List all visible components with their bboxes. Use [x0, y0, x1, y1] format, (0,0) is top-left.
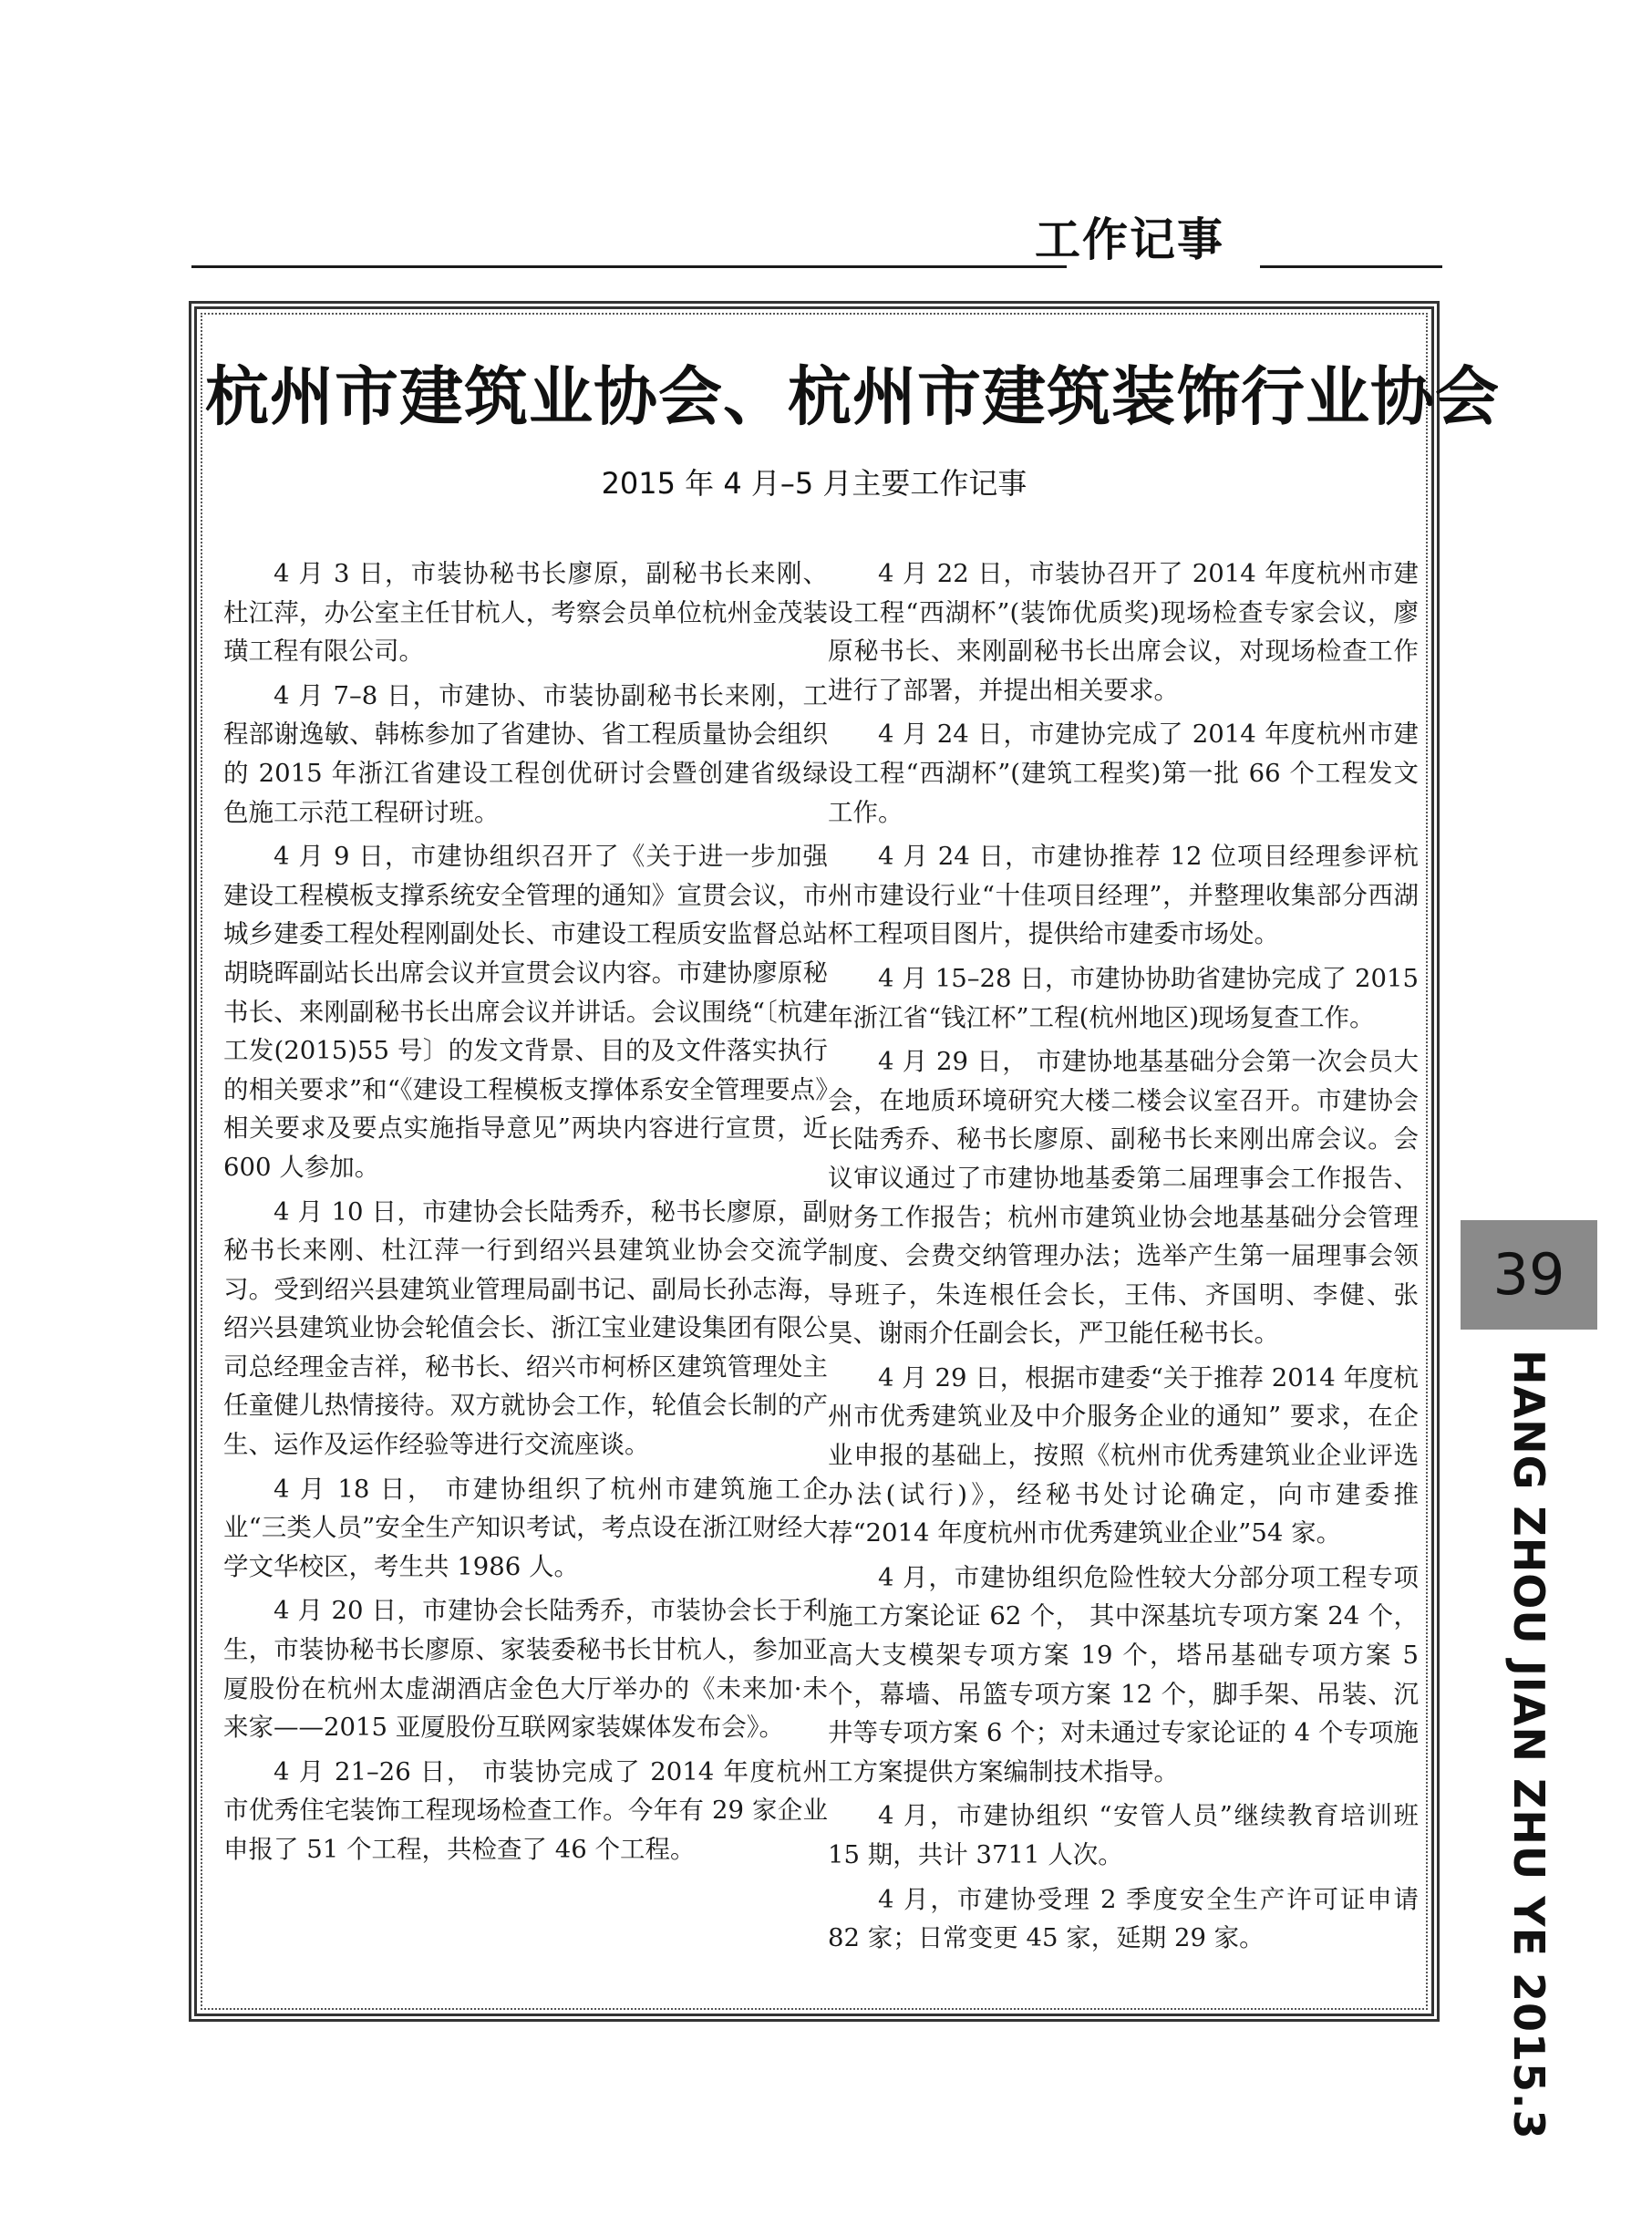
- paragraph: 4 月，市建协受理 2 季度安全生产许可证申请 82 家；日常变更 45 家，延期 29 家。: [828, 1884, 1419, 1953]
- header-rule-right: [1260, 265, 1442, 268]
- paragraph: 4 月 22 日，市装协召开了 2014 年度杭州市建设工程“西湖杯”(装饰优质奖)现场检查专家会议，廖原秘书长、来刚副秘书长出席会议，对现场检查工作进行了部署，并提出相关要求。: [828, 559, 1419, 705]
- paragraph: 4 月 24 日，市建协推荐 12 位项目经理参评杭州市建设行业“十佳项目经理”，并整理收集部分西湖杯工程项目图片，提供给市建委市场处。: [828, 842, 1419, 949]
- article-subtitle: 2015 年 4 月–5 月主要工作记事: [601, 466, 1027, 501]
- article-title: 杭州市建筑业协会、杭州市建筑装饰行业协会: [205, 358, 1500, 434]
- right-column: [828, 554, 1419, 1963]
- paragraph: 4 月 15–28 日，市建协协助省建协完成了 2015 年浙江省“钱江杯”工程(杭州地区)现场复查工作。: [828, 963, 1419, 1032]
- left-column: [223, 554, 828, 1875]
- paragraph: 4 月 9 日，市建协组织召开了《关于进一步加强建设工程模板支撑系统安全管理的通知》宣贯会议，市城乡建委工程处程刚副处长、市建设工程质安监督总站胡晓晖副站长出席会议并宣贯会议内容。市建协廖原秘书长、来刚副秘书长出席会议并讲话。会议围绕“〔杭建工发(2015)55 号〕的发文背景、目的及文件落实执行的相关要求”和“《建设工程模板支撑体系安全管理要点》相关要求及要点实施指导意见”两块内容进行宣贯，近 600 人参加。: [223, 842, 828, 1182]
- paragraph: 4 月 29 日， 市建协地基基础分会第一次会员大会，在地质环境研究大楼二楼会议室召开。市建协会长陆秀乔、秘书长廖原、副秘书长来刚出席会议。会议审议通过了市建协地基委第二届理事会工作报告、财务工作报告；杭州市建筑业协会地基基础分会管理制度、会费交纳管理办法；选举产生第一届理事会领导班子，朱连根任会长，王伟、齐国明、李健、张昊、谢雨介任副会长，严卫能任秘书长。: [828, 1047, 1419, 1349]
- paragraph: 4 月 21–26 日， 市装协完成了 2014 年度杭州市优秀住宅装饰工程现场检查工作。今年有 29 家企业申报了 51 个工程，共检查了 46 个工程。: [223, 1756, 828, 1864]
- paragraph: 4 月，市建协组织危险性较大分部分项工程专项施工方案论证 62 个， 其中深基坑专项方案 24 个，高大支模架专项方案 19 个，塔吊基础专项方案 5 个，幕墙、吊篮专项方案 12 个，脚手架、吊装、沉井等专项方案 6 个；对未通过专家论证的 4 个专项施工方案提供方案编制技术指导。: [828, 1562, 1419, 1786]
- paragraph: 4 月 7–8 日，市建协、市装协副秘书长来刚，工程部谢逸敏、韩栋参加了省建协、省工程质量协会组织的 2015 年浙江省建设工程创优研讨会暨创建省级绿色施工示范工程研讨班。: [223, 680, 828, 827]
- journal-vertical-title: HANG ZHOU JIAN ZHU YE 2015.3: [1504, 1350, 1554, 2140]
- paragraph: 4 月 20 日，市建协会长陆秀乔，市装协会长于利生，市装协秘书长廖原、家装委秘书长甘杭人，参加亚厦股份在杭州太虚湖酒店金色大厅举办的《未来加·未来家——2015 亚厦股份互联网家装媒体发布会》。: [223, 1596, 828, 1743]
- section-label: 工作记事: [1035, 213, 1224, 266]
- page-number-badge: 39: [1461, 1220, 1597, 1330]
- paragraph: 4 月 29 日，根据市建委“关于推荐 2014 年度杭州市优秀建筑业及中介服务企业的通知” 要求，在企业申报的基础上，按照《杭州市优秀建筑业企业评选办法(试行)》，经秘书处讨论确定，向市建委推荐“2014 年度杭州市优秀建筑业企业”54 家。: [828, 1362, 1419, 1548]
- paragraph: 4 月，市建协组织 “安管人员”继续教育培训班 15 期，共计 3711 人次。: [828, 1801, 1419, 1869]
- header-rule-left: [191, 265, 1067, 268]
- paragraph: 4 月 10 日，市建协会长陆秀乔，秘书长廖原，副秘书长来刚、杜江萍一行到绍兴县建筑业协会交流学习。受到绍兴县建筑业管理局副书记、副局长孙志海，绍兴县建筑业协会轮值会长、浙江宝业建设集团有限公司总经理金吉祥，秘书长、绍兴市柯桥区建筑管理处主任童健儿热情接待。双方就协会工作，轮值会长制的产生、运作及运作经验等进行交流座谈。: [223, 1196, 828, 1460]
- paragraph: 4 月 24 日，市建协完成了 2014 年度杭州市建设工程“西湖杯”(建筑工程奖)第一批 66 个工程发文工作。: [828, 720, 1419, 827]
- paragraph: 4 月 18 日， 市建协组织了杭州市建筑施工企业“三类人员”安全生产知识考试，考点设在浙江财经大学文华校区，考生共 1986 人。: [223, 1474, 828, 1581]
- paragraph: 4 月 3 日，市装协秘书长廖原，副秘书长来刚、杜江萍，办公室主任甘杭人，考察会员单位杭州金茂装璜工程有限公司。: [223, 559, 828, 667]
